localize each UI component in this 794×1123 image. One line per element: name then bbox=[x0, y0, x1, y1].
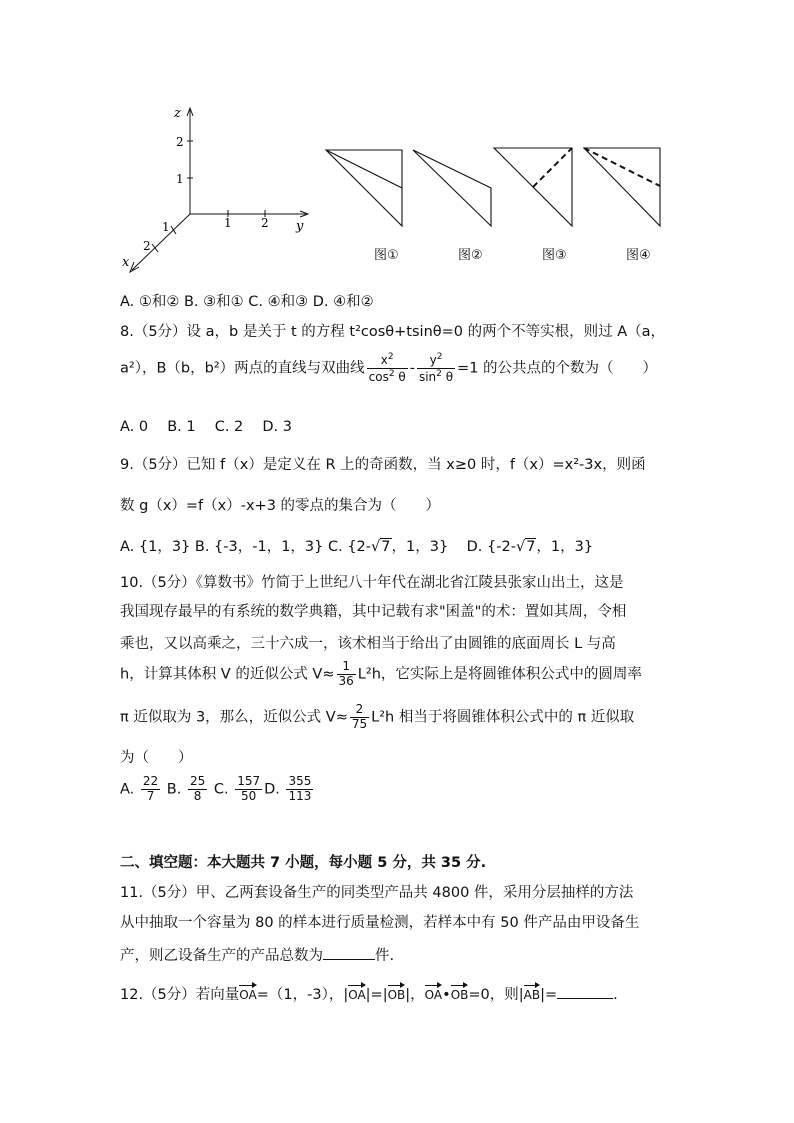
q8-line1: 8.（5分）设 a，b 是关于 t 的方程 t²cosθ+tsinθ=0 的两个不等实根，则过 A（a， bbox=[120, 324, 666, 340]
z-axis-label: z bbox=[174, 106, 181, 121]
section2-heading: 二、填空题：本大题共 7 小题，每小题 5 分，共 35 分. bbox=[120, 855, 487, 871]
q10-line5: π 近似取为 3，那么，近似公式 V≈ $\frac{2}{75}$ L²h 相当于将圆锥体积公式中的 π 近似取 bbox=[120, 702, 635, 731]
q10-fraction-2-75: $\frac{2}{75}$ bbox=[351, 702, 368, 731]
q12-answer-blank[interactable] bbox=[557, 986, 613, 999]
q10-fraction-1-36: $\frac{1}{36}$ bbox=[338, 659, 354, 688]
x-tick-2: 2 bbox=[143, 239, 151, 253]
triangle-fig-2 bbox=[413, 150, 491, 226]
q12-line: 12.（5分）若向量OA=（1，-3），|OA|=|OB|，OA•OB=0，则|AB|= . bbox=[120, 987, 618, 1003]
q11-line3: 产，则乙设备生产的产品总数为 件. bbox=[120, 948, 395, 964]
q11-line1: 11.（5分）甲、乙两套设备生产的同类型产品共 4800 件，采用分层抽样的方法 bbox=[120, 885, 634, 901]
vector-oa-abs: OA bbox=[348, 988, 366, 1002]
q9-options: A. {1，3} B. {-3，-1，1，3} C. {2-√7，1，3} D. {-2-√7，1，3} bbox=[120, 539, 594, 555]
q8-line2 bbox=[120, 352, 657, 385]
vector-ob-dot: OB bbox=[450, 988, 469, 1002]
z-tick-2: 2 bbox=[176, 135, 184, 149]
x-axis bbox=[132, 214, 190, 270]
q7-options: A. ①和② B. ③和① C. ④和③ D. ④和② bbox=[120, 294, 374, 310]
q10-line3: 乘也，又以高乘之，三十六成一，该术相当于给出了由圆锥的底面周长 L 与高 bbox=[120, 636, 616, 652]
fig-label-1: 图① bbox=[374, 248, 399, 263]
q10-line4: h，计算其体积 V 的近似公式 V≈ $\frac{1}{36}$ L²h，它实际上是将圆锥体积公式中的圆周率 bbox=[120, 659, 642, 688]
fig-label-2: 图② bbox=[458, 248, 483, 263]
y-axis-label: y bbox=[296, 219, 304, 234]
q9-options-abc: A. {1，3} B. {-3，-1，1，3} C. {2- bbox=[120, 539, 372, 555]
q8-fraction-y: $\frac{y^2}{\sin^2 \theta}$ bbox=[418, 352, 454, 384]
x-tick-1: 1 bbox=[162, 220, 170, 234]
q10-option-d-fraction: $\frac{355}{113}$ bbox=[288, 774, 312, 803]
x-axis-label: x bbox=[122, 255, 130, 270]
axes-figure bbox=[110, 100, 320, 275]
z-tick-1: 1 bbox=[176, 172, 184, 186]
q9-line2: 数 g（x）=f（x）-x+3 的零点的集合为（ ） bbox=[120, 498, 441, 514]
q10-option-a-fraction: $\frac{22}{7}$ bbox=[142, 774, 159, 803]
q9-line1: 9.（5分）已知 f（x）是定义在 R 上的奇函数，当 x≥0 时，f（x）=x²-3x，则函 bbox=[120, 457, 646, 473]
fig-label-3: 图③ bbox=[542, 248, 567, 263]
q8-fraction-x: $\frac{x^2}{\cos^2 \theta}$ bbox=[368, 352, 406, 384]
vector-oa: OA bbox=[239, 988, 257, 1002]
q8-line2-text-b: =1 的公共点的个数为（ ） bbox=[457, 360, 658, 377]
triangle-views bbox=[320, 140, 670, 240]
q10-option-c-fraction: $\frac{157}{50}$ bbox=[237, 774, 261, 803]
q8-line2-text-a: a²），B（b，b²）两点的直线与双曲线 bbox=[120, 360, 365, 377]
triangle-fig-3 bbox=[494, 148, 572, 226]
q10-options: A. $\frac{22}{7}$ B. $\frac{25}{8}$ C. $\frac{157}{50}$ D. $\frac{355}{113}$ bbox=[120, 774, 312, 803]
q10-line1: 10.（5分）《算数书》竹简于上世纪八十年代在湖北省江陵县张家山出土，这是 bbox=[120, 575, 624, 591]
q8-minus: - bbox=[409, 360, 415, 377]
vector-ob-abs: OB bbox=[387, 988, 406, 1002]
y-tick-1: 1 bbox=[224, 216, 232, 230]
q10-option-b-fraction: $\frac{25}{8}$ bbox=[189, 774, 206, 803]
q10-line6: 为（ ） bbox=[120, 750, 193, 766]
fig-label-4: 图④ bbox=[626, 248, 651, 263]
triangle-fig-4 bbox=[584, 148, 660, 226]
q9-sqrt-c: √7 bbox=[371, 539, 391, 555]
q10-line2: 我国现存最早的有系统的数学典籍，其中记载有求"囷盖"的术：置如其周，令相 bbox=[120, 604, 627, 620]
q11-line2: 从中抽取一个容量为 80 的样本进行质量检测，若样本中有 50 件产品由甲设备生 bbox=[120, 915, 640, 931]
vector-oa-dot: OA bbox=[424, 988, 443, 1002]
y-tick-2: 2 bbox=[261, 216, 269, 230]
q8-options: A. 0 B. 1 C. 2 D. 3 bbox=[120, 419, 293, 435]
vector-ab: AB bbox=[523, 988, 541, 1002]
q9-option-d: D. {-2- bbox=[466, 539, 516, 555]
triangle-fig-1 bbox=[326, 150, 402, 226]
q9-sqrt-d: √7 bbox=[515, 539, 536, 555]
q11-answer-blank[interactable] bbox=[323, 947, 375, 960]
